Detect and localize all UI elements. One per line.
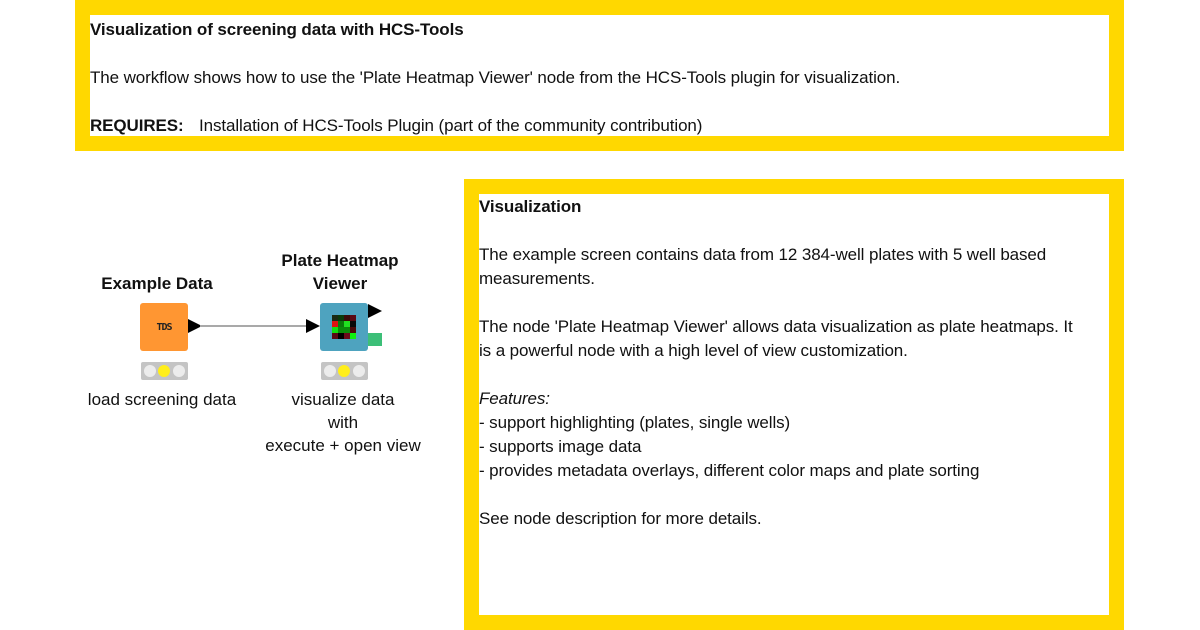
annotation-content: [90, 15, 1109, 136]
features-label: Features:: [479, 389, 550, 408]
status-red-light-icon: [324, 365, 336, 377]
requires-label: REQUIRES:: [90, 116, 184, 135]
feature-item: - supports image data: [479, 437, 642, 456]
annotation-paragraph: The node 'Plate Heatmap Viewer' allows data visualization as plate heatmaps. It is a powerful node with a high level of view customization.: [479, 317, 1073, 360]
feature-item: - support highlighting (plates, single wells): [479, 413, 791, 432]
requirements-line: [90, 114, 900, 138]
status-yellow-light-icon: [338, 365, 350, 377]
annotation-title: Visualization of screening data with HCS-Tools: [90, 20, 464, 39]
node-description-plate-heatmap-viewer[interactable]: visualize data with execute + open view: [265, 390, 421, 455]
feature-item: - provides metadata overlays, different color maps and plate sorting: [479, 461, 980, 480]
status-green-light-icon: [173, 365, 185, 377]
heatmap-cell: [350, 333, 356, 339]
requires-text: Installation of HCS-Tools Plugin (part of the community contribution): [199, 116, 703, 135]
status-red-light-icon: [144, 365, 156, 377]
annotation-description: The workflow shows how to use the 'Plate Heatmap Viewer' node from the HCS-Tools plugin for visualization.: [90, 68, 901, 87]
table-data-source-icon: TDS: [156, 321, 172, 333]
node-example-data[interactable]: [140, 303, 188, 351]
node-status-traffic-light: [141, 362, 188, 380]
workflow-description-annotation: [75, 0, 1124, 151]
node-description-example-data[interactable]: load screening data: [87, 390, 237, 409]
node-title-plate-heatmap-viewer: Plate Heatmap Viewer: [281, 251, 399, 293]
annotation-content: [479, 194, 1109, 615]
visualization-annotation: [464, 179, 1124, 630]
plate-heatmap-icon: [332, 315, 356, 339]
view-port-icon[interactable]: [368, 333, 382, 346]
connection-line[interactable]: [200, 325, 308, 327]
annotation-paragraph: The example screen contains data from 12 384-well plates with 5 well based measurements.: [479, 245, 1047, 288]
node-status-traffic-light: [321, 362, 368, 380]
input-port-triangle-icon[interactable]: [306, 319, 320, 333]
node-title-example-data: Example Data: [101, 274, 213, 293]
output-port-triangle-icon[interactable]: [368, 304, 382, 318]
status-yellow-light-icon: [158, 365, 170, 377]
annotation-footer: See node description for more details.: [479, 509, 762, 528]
annotation-title: Visualization: [479, 197, 582, 216]
status-green-light-icon: [353, 365, 365, 377]
node-plate-heatmap-viewer[interactable]: [320, 303, 368, 351]
